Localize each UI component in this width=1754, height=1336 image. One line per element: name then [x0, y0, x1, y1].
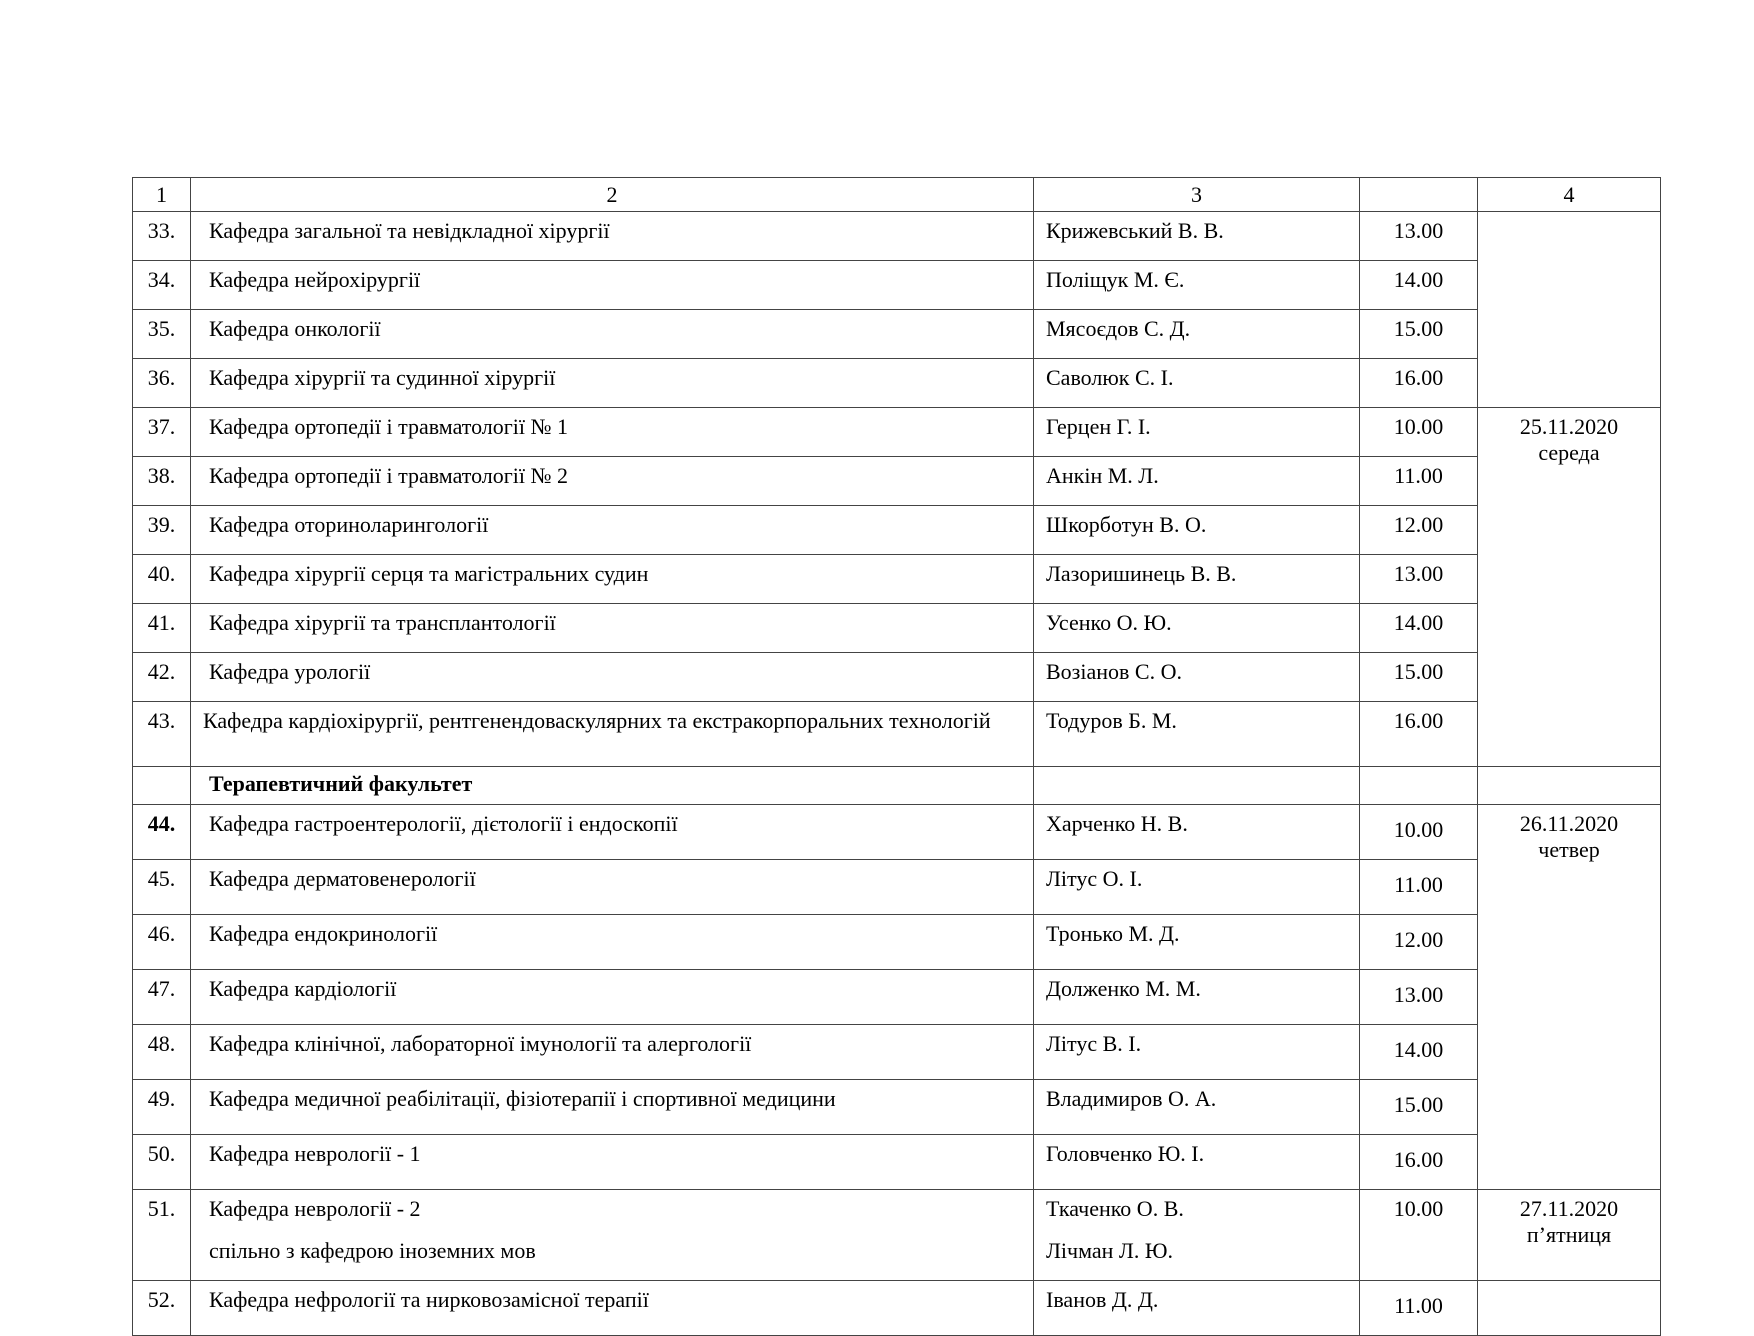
table-row [133, 653, 1661, 702]
time-cell: 14.00 [1360, 261, 1478, 310]
department-name: Кафедра ортопедії і травматології № 2 [191, 457, 1034, 506]
header-cell: 4 [1478, 178, 1661, 212]
row-number: 47. [133, 970, 191, 1025]
department-name: Кафедра кардіохірургії, рентгенендоваскулярних та екстракорпоральних технологій [191, 702, 1034, 767]
table-row [133, 1281, 1661, 1336]
head-name: Шкорботун В. О. [1034, 506, 1360, 555]
head-name: Возіанов С. О. [1034, 653, 1360, 702]
table-row [133, 604, 1661, 653]
row-number: 52. [133, 1281, 191, 1336]
date-cell [1478, 408, 1661, 767]
department-name: Кафедра оториноларингології [191, 506, 1034, 555]
table-row [133, 310, 1661, 359]
exam-weekday: четвер [1538, 837, 1600, 862]
table-row [133, 1080, 1661, 1135]
time-cell: 12.00 [1360, 506, 1478, 555]
head-name: Поліщук М. Є. [1034, 261, 1360, 310]
table-row [133, 457, 1661, 506]
time-cell: 13.00 [1360, 970, 1478, 1025]
head-name: Літус О. І. [1034, 860, 1360, 915]
row-number: 34. [133, 261, 191, 310]
section-row [133, 767, 1661, 805]
head-name: Анкін М. Л. [1034, 457, 1360, 506]
header-cell: 1 [133, 178, 191, 212]
section-empty-cell [133, 767, 191, 805]
row-number: 42. [133, 653, 191, 702]
row-number: 35. [133, 310, 191, 359]
department-name: Кафедра неврології - 2 [209, 1196, 421, 1221]
head-name: Герцен Г. І. [1034, 408, 1360, 457]
department-name: Кафедра онкології [191, 310, 1034, 359]
table-row [133, 261, 1661, 310]
section-empty-cell [1034, 767, 1360, 805]
table-row [133, 555, 1661, 604]
head-name: Літус В. І. [1034, 1025, 1360, 1080]
time-cell: 16.00 [1360, 359, 1478, 408]
head-name: Мясоєдов С. Д. [1034, 310, 1360, 359]
row-number: 41. [133, 604, 191, 653]
date-cell [1478, 1190, 1661, 1281]
head-name: Долженко М. М. [1034, 970, 1360, 1025]
department-name: Кафедра ендокринології [191, 915, 1034, 970]
exam-weekday: п’ятниця [1526, 1222, 1612, 1247]
time-cell: 14.00 [1360, 604, 1478, 653]
table-row [133, 212, 1661, 261]
time-cell: 11.00 [1360, 1281, 1478, 1336]
department-name: Кафедра неврології - 1 [191, 1135, 1034, 1190]
table-row [133, 1190, 1661, 1281]
head-name: Ткаченко О. В. [1046, 1196, 1184, 1221]
table-row [133, 506, 1661, 555]
head-name-cell [1034, 1190, 1360, 1281]
time-cell: 13.00 [1360, 212, 1478, 261]
head-name: Головченко Ю. І. [1034, 1135, 1360, 1190]
time-cell: 11.00 [1360, 860, 1478, 915]
time-cell: 11.00 [1360, 457, 1478, 506]
row-number: 49. [133, 1080, 191, 1135]
row-number: 38. [133, 457, 191, 506]
section-empty-cell [1360, 767, 1478, 805]
schedule-table [132, 177, 1661, 1336]
exam-date: 25.11.2020 [1519, 414, 1619, 439]
department-name: Кафедра гастроентерології, дієтології і ендоскопії [191, 805, 1034, 860]
time-cell: 12.00 [1360, 915, 1478, 970]
exam-date: 27.11.2020 [1519, 1196, 1619, 1221]
head-name-second: Лічман Л. Ю. [1046, 1238, 1173, 1263]
time-cell: 16.00 [1360, 1135, 1478, 1190]
department-name-cell [191, 1190, 1034, 1281]
head-name: Крижевський В. В. [1034, 212, 1360, 261]
table-row [133, 1025, 1661, 1080]
time-cell: 15.00 [1360, 1080, 1478, 1135]
row-number: 43. [133, 702, 191, 767]
time-cell: 13.00 [1360, 555, 1478, 604]
department-name: Кафедра загальної та невідкладної хірургії [191, 212, 1034, 261]
row-number: 51. [133, 1190, 191, 1281]
row-number: 48. [133, 1025, 191, 1080]
head-name: Лазоришинець В. В. [1034, 555, 1360, 604]
row-number: 44. [133, 805, 191, 860]
head-name: Іванов Д. Д. [1034, 1281, 1360, 1336]
table-row [133, 915, 1661, 970]
department-name: Кафедра хірургії серця та магістральних судин [191, 555, 1034, 604]
header-cell: 3 [1034, 178, 1360, 212]
time-cell: 15.00 [1360, 653, 1478, 702]
department-name: Кафедра клінічної, лабораторної імунології та алергології [191, 1025, 1034, 1080]
department-name: Кафедра нейрохірургії [191, 261, 1034, 310]
head-name: Харченко Н. В. [1034, 805, 1360, 860]
department-name: Кафедра нефрології та нирковозамісної терапії [191, 1281, 1034, 1336]
department-name: Кафедра урології [191, 653, 1034, 702]
department-name-note: спільно з кафедрою іноземних мов [209, 1238, 536, 1263]
time-cell: 15.00 [1360, 310, 1478, 359]
exam-date: 26.11.2020 [1519, 811, 1619, 836]
table-row [133, 860, 1661, 915]
table-row [133, 359, 1661, 408]
header-row [133, 178, 1661, 212]
row-number: 50. [133, 1135, 191, 1190]
head-name: Саволюк С. І. [1034, 359, 1360, 408]
row-number: 37. [133, 408, 191, 457]
head-name: Тронько М. Д. [1034, 915, 1360, 970]
time-cell: 10.00 [1360, 805, 1478, 860]
department-name: Кафедра ортопедії і травматології № 1 [191, 408, 1034, 457]
head-name: Тодуров Б. М. [1034, 702, 1360, 767]
exam-weekday: середа [1538, 440, 1600, 465]
department-name: Кафедра кардіології [191, 970, 1034, 1025]
head-name: Усенко О. Ю. [1034, 604, 1360, 653]
row-number: 39. [133, 506, 191, 555]
table-row [133, 702, 1661, 767]
time-cell: 14.00 [1360, 1025, 1478, 1080]
table-row [133, 408, 1661, 457]
section-empty-cell [1478, 767, 1661, 805]
date-cell-empty [1478, 212, 1661, 408]
table-row [133, 1135, 1661, 1190]
department-name: Кафедра хірургії та трансплантології [191, 604, 1034, 653]
table-row [133, 805, 1661, 860]
section-title: Терапевтичний факультет [191, 767, 1034, 805]
date-cell [1478, 805, 1661, 1190]
row-number: 46. [133, 915, 191, 970]
row-number: 45. [133, 860, 191, 915]
head-name: Владимиров О. А. [1034, 1080, 1360, 1135]
row-number: 40. [133, 555, 191, 604]
row-number: 33. [133, 212, 191, 261]
time-cell: 10.00 [1360, 1190, 1478, 1281]
table-row [133, 970, 1661, 1025]
time-cell: 16.00 [1360, 702, 1478, 767]
header-cell: 2 [191, 178, 1034, 212]
department-name: Кафедра дерматовенерології [191, 860, 1034, 915]
department-name: Кафедра хірургії та судинної хірургії [191, 359, 1034, 408]
header-cell [1360, 178, 1478, 212]
date-cell-empty [1478, 1281, 1661, 1336]
row-number: 36. [133, 359, 191, 408]
time-cell: 10.00 [1360, 408, 1478, 457]
department-name: Кафедра медичної реабілітації, фізіотерапії і спортивної медицини [191, 1080, 1034, 1135]
